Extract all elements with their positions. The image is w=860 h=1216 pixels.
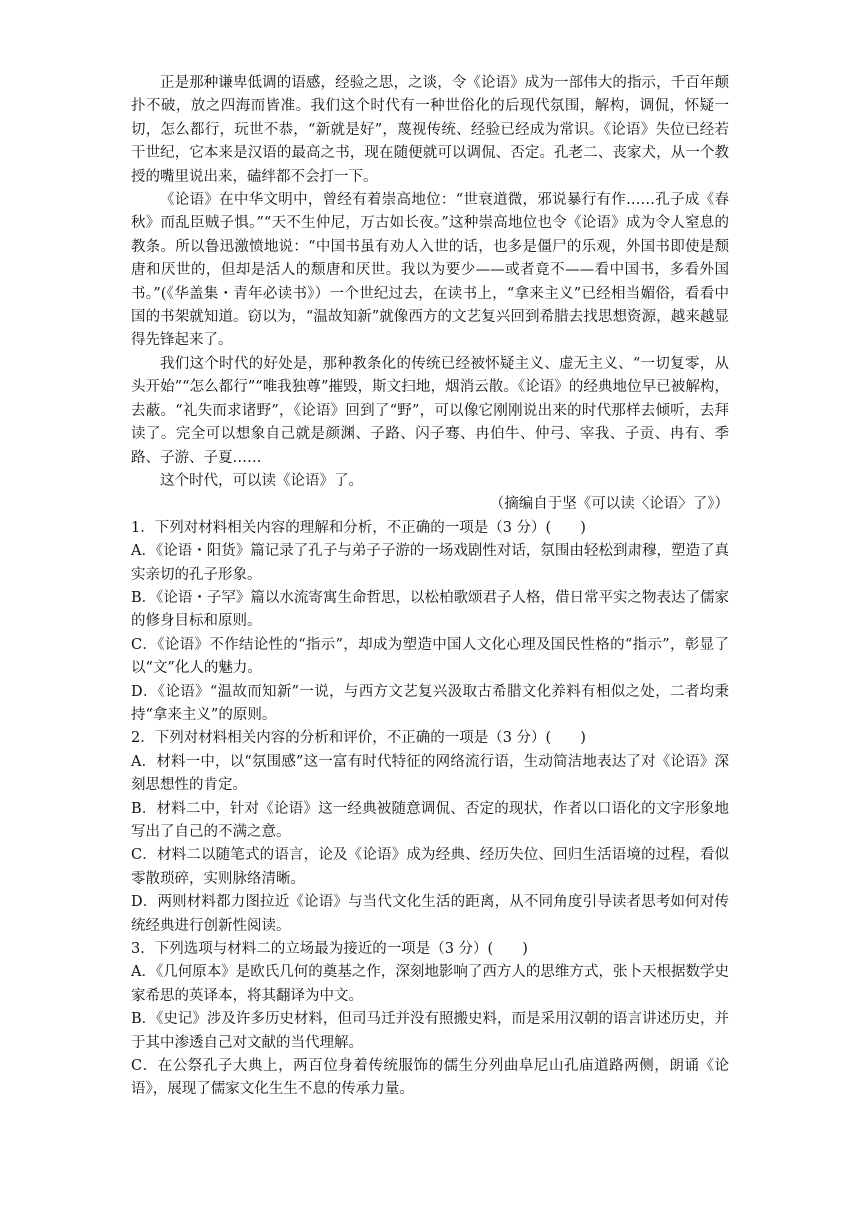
question-2 [131,727,729,938]
option-a: A．《几何原本》是欧氏几何的奠基之作，深刻地影响了西方人的思维方式，张卜天根据数学史家希思的英译本，将其翻译为中文。 [131,964,729,1004]
question-stem: 3．下列选项与材料二的立场最为接近的一项是（3 分）( ) [131,941,528,958]
option-b: B．《史记》涉及许多历史材料，但司马迁并没有照搬史料，而是采用汉朝的语言讲述历史，并于其中渗透自己对文献的当代理解。 [131,1011,729,1051]
question-3 [131,938,729,1102]
question-stem: 2．下列对材料相关内容的分析和评价，不正确的一项是（3 分）( ) [131,730,586,747]
question-stem: 1．下列对材料相关内容的理解和分析，不正确的一项是（3 分）( ) [131,519,586,536]
option-a: A．材料一中，以“氛围感”这一富有时代特征的网络流行语，生动简洁地表达了对《论语》深刻思想性的肯定。 [131,753,729,794]
passage-paragraph-1: 正是那种谦卑低调的语感，经验之思，之谈，令《论语》成为一部伟大的指示，千百年颠扑不破，放之四海而皆准。我们这个时代有一种世俗化的后现代氛围，解构，调侃，怀疑一切，怎么都行，玩世不恭，“新就是好”，蔑视传统、经验已经成为常识。《论语》失位已经若干世纪，它本来是汉语的最高之书，现在随便就可以调侃、否定。孔老二、丧家犬，从一个教授的嘴里说出来，磕绊都不会打一下。 [131,75,729,185]
option-d: D．《论语》“温故而知新”一说，与西方文艺复兴汲取古希腊文化养料有相似之处，二者均秉持“拿来主义”的原则。 [131,683,729,723]
option-d: D．两则材料都力图拉近《论语》与当代文化生活的距离，从不同角度引导读者思考如何对传统经典进行创新性阅读。 [131,894,729,934]
option-c: C．《论语》不作结论性的“指示”，却成为塑造中国人文化心理及国民性格的“指示”，彰显了以“文”化人的魅力。 [131,636,729,677]
option-b: B．《论语・子罕》篇以水流寄寓生命哲思，以松柏歌颂君子人格，借日常平实之物表达了儒家的修身目标和原则。 [131,589,729,630]
question-1 [131,517,729,728]
option-c: C．材料二以随笔式的语言，论及《论语》成为经典、经历失位、回归生活语境的过程，看似零散琐碎，实则脉络清晰。 [131,847,729,887]
passage-paragraph-2: 《论语》在中华文明中，曾经有着崇高地位：“世衰道微，邪说暴行有作……孔子成《春秋》而乱臣贼子惧。”“天不生仲尼，万古如长夜。”这种崇高地位也令《论语》成为令人窒息的教条。所以鲁迅激愤地说：“中国书虽有劝人入世的话，也多是僵尸的乐观，外国书即使是颓唐和厌世的，但却是活人的颓唐和厌世。我以为要少——或者竟不——看中国书，多看外国书。”(《华盖集・青年必读书》）一个世纪过去，在读书上，“拿来主义”已经相当媚俗，看看中国的书架就知道。窃以为，“温故知新”就像西方的文艺复兴回到希腊去找思想资源，越来越显得先锋起来了。 [131,192,729,349]
passage-source: （摘编自于坚《可以读〈论语〉了》） [489,496,729,513]
option-c: C．在公祭孔子大典上，两百位身着传统服饰的儒生分列曲阜尼山孔庙道路两侧，朗诵《论语》，展现了儒家文化生生不息的传承力量。 [131,1058,729,1098]
option-a: A．《论语・阳货》篇记录了孔子与弟子子游的一场戏剧性对话，氛围由轻松到肃穆，塑造了真实亲切的孔子形象。 [131,543,729,583]
option-b: B．材料二中，针对《论语》这一经典被随意调侃、否定的现状，作者以口语化的文字形象地写出了自己的不满之意。 [131,800,729,840]
passage-paragraph-4: 这个时代，可以读《论语》了。 [160,472,363,489]
passage-paragraph-3: 我们这个时代的好处是，那种教条化的传统已经被怀疑主义、虚无主义、“一切复零，从头开始”“怎么都行”“唯我独尊”摧毁，斯文扫地，烟消云散。《论语》的经典地位早已被解构，去蔽。“礼失而求诸野”，《论语》回到了“野”，可以像它刚刚说出来的时代那样去倾听，去拜读了。完全可以想象自己就是颜渊、子路、闪子骞、冉伯牛、仲弓、宰我、子贡、冉有、季路、子游、子夏…… [131,355,729,466]
document-page [131,72,729,1102]
